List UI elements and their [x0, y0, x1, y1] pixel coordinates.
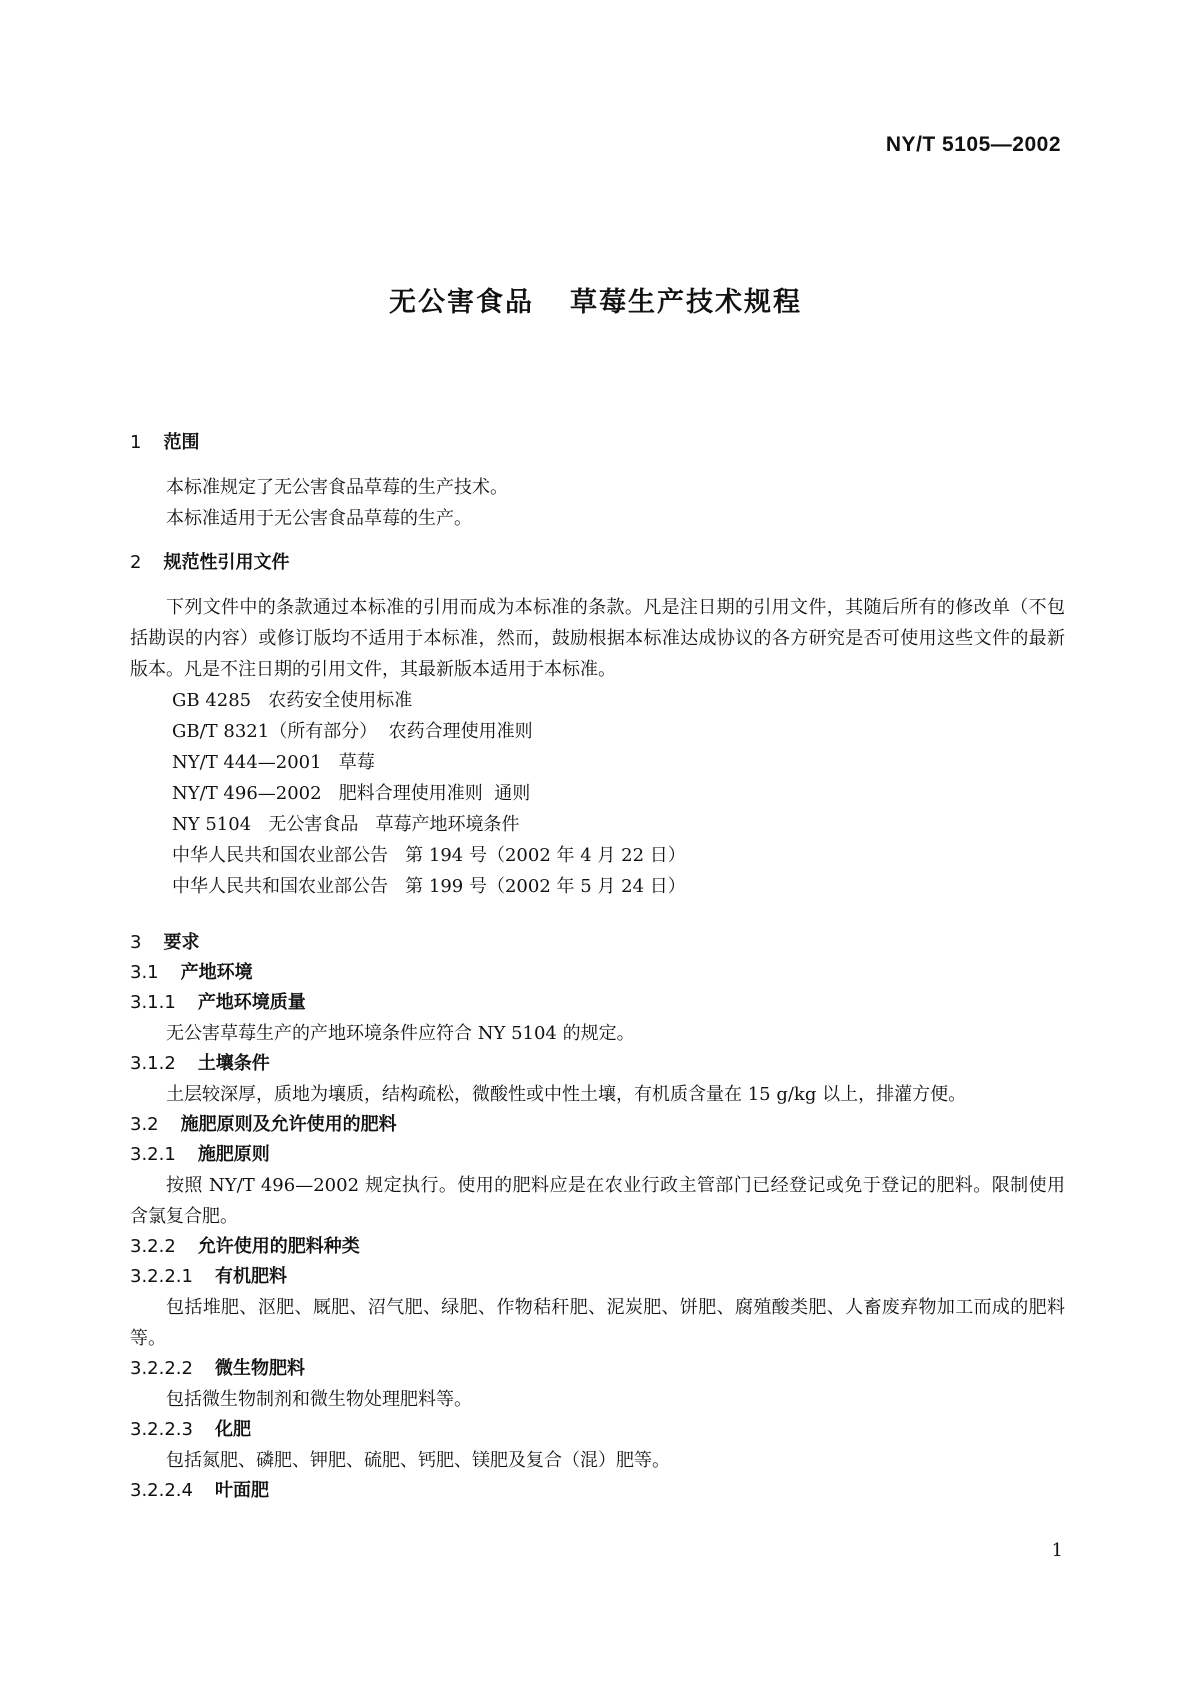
- section-3-2-2-2-heading: 3.2.2.2 微生物肥料: [130, 1358, 305, 1379]
- section-3-2-heading: 3.2 施肥原则及允许使用的肥料: [130, 1114, 397, 1135]
- reference-item: NY/T 444—2001 草莓: [172, 752, 375, 773]
- section-3-2-2-2-text: 包括微生物制剂和微生物处理肥料等。: [166, 1389, 472, 1410]
- title-part-2: 草莓生产技术规程: [570, 287, 802, 318]
- section-3-2-1-heading: 3.2.1 施肥原则: [130, 1144, 270, 1165]
- page-number: 1: [1051, 1540, 1063, 1561]
- section-1-para-1: 本标准规定了无公害食品草莓的生产技术。: [166, 477, 508, 498]
- section-3-2-2-1-text: 包括堆肥、沤肥、厩肥、沼气肥、绿肥、作物秸秆肥、泥炭肥、饼肥、腐殖酸类肥、人畜废弃物加工而成的肥料等。: [130, 1297, 1065, 1349]
- section-3-1-2-heading: 3.1.2 土壤条件: [130, 1053, 270, 1074]
- reference-item: 中华人民共和国农业部公告 第 199 号（2002 年 5 月 24 日）: [172, 876, 686, 897]
- section-3-1-1-text: 无公害草莓生产的产地环境条件应符合 NY 5104 的规定。: [166, 1023, 635, 1044]
- reference-item: 中华人民共和国农业部公告 第 194 号（2002 年 4 月 22 日）: [172, 845, 686, 866]
- section-3-2-2-4-heading: 3.2.2.4 叶面肥: [130, 1480, 269, 1501]
- section-2-intro: 下列文件中的条款通过本标准的引用而成为本标准的条款。凡是注日期的引用文件，其随后所有的修改单（不包括勘误的内容）或修订版均不适用于本标准，然而，鼓励根据本标准达成协议的各方研究是否可使用这些文件的最新版本。凡是不注日期的引用文件，其最新版本适用于本标准。: [130, 597, 1065, 680]
- reference-item: NY 5104 无公害食品 草莓产地环境条件: [172, 814, 520, 835]
- section-3-heading: 3 要求: [130, 932, 200, 953]
- reference-item: NY/T 496—2002 肥料合理使用准则 通则: [172, 783, 531, 804]
- standard-code: NY/T 5105—2002: [885, 133, 1061, 156]
- section-1-para-2: 本标准适用于无公害食品草莓的生产。: [166, 508, 472, 529]
- section-1-heading: 1 范围: [130, 432, 200, 453]
- section-3-1-1-heading: 3.1.1 产地环境质量: [130, 992, 306, 1013]
- section-3-2-2-3-heading: 3.2.2.3 化肥: [130, 1419, 251, 1440]
- section-3-1-2-text: 土层较深厚，质地为壤质，结构疏松，微酸性或中性土壤，有机质含量在 15 g/kg 以上，排灌方便。: [166, 1084, 967, 1105]
- reference-item: GB 4285 农药安全使用标准: [172, 690, 413, 711]
- section-2-heading: 2 规范性引用文件: [130, 552, 290, 573]
- section-3-2-2-1-heading: 3.2.2.1 有机肥料: [130, 1266, 287, 1287]
- document-body: [130, 428, 1065, 1506]
- title-part-1: 无公害食品: [389, 287, 534, 318]
- reference-item: GB/T 8321（所有部分） 农药合理使用准则: [172, 721, 533, 742]
- document-title: [0, 280, 1191, 319]
- section-3-2-2-3-text: 包括氮肥、磷肥、钾肥、硫肥、钙肥、镁肥及复合（混）肥等。: [166, 1450, 670, 1471]
- section-3-2-2-heading: 3.2.2 允许使用的肥料种类: [130, 1236, 360, 1257]
- section-3-2-1-text: 按照 NY/T 496—2002 规定执行。使用的肥料应是在农业行政主管部门已经登记或免于登记的肥料。限制使用含氯复合肥。: [130, 1175, 1065, 1227]
- section-3-1-heading: 3.1 产地环境: [130, 962, 253, 983]
